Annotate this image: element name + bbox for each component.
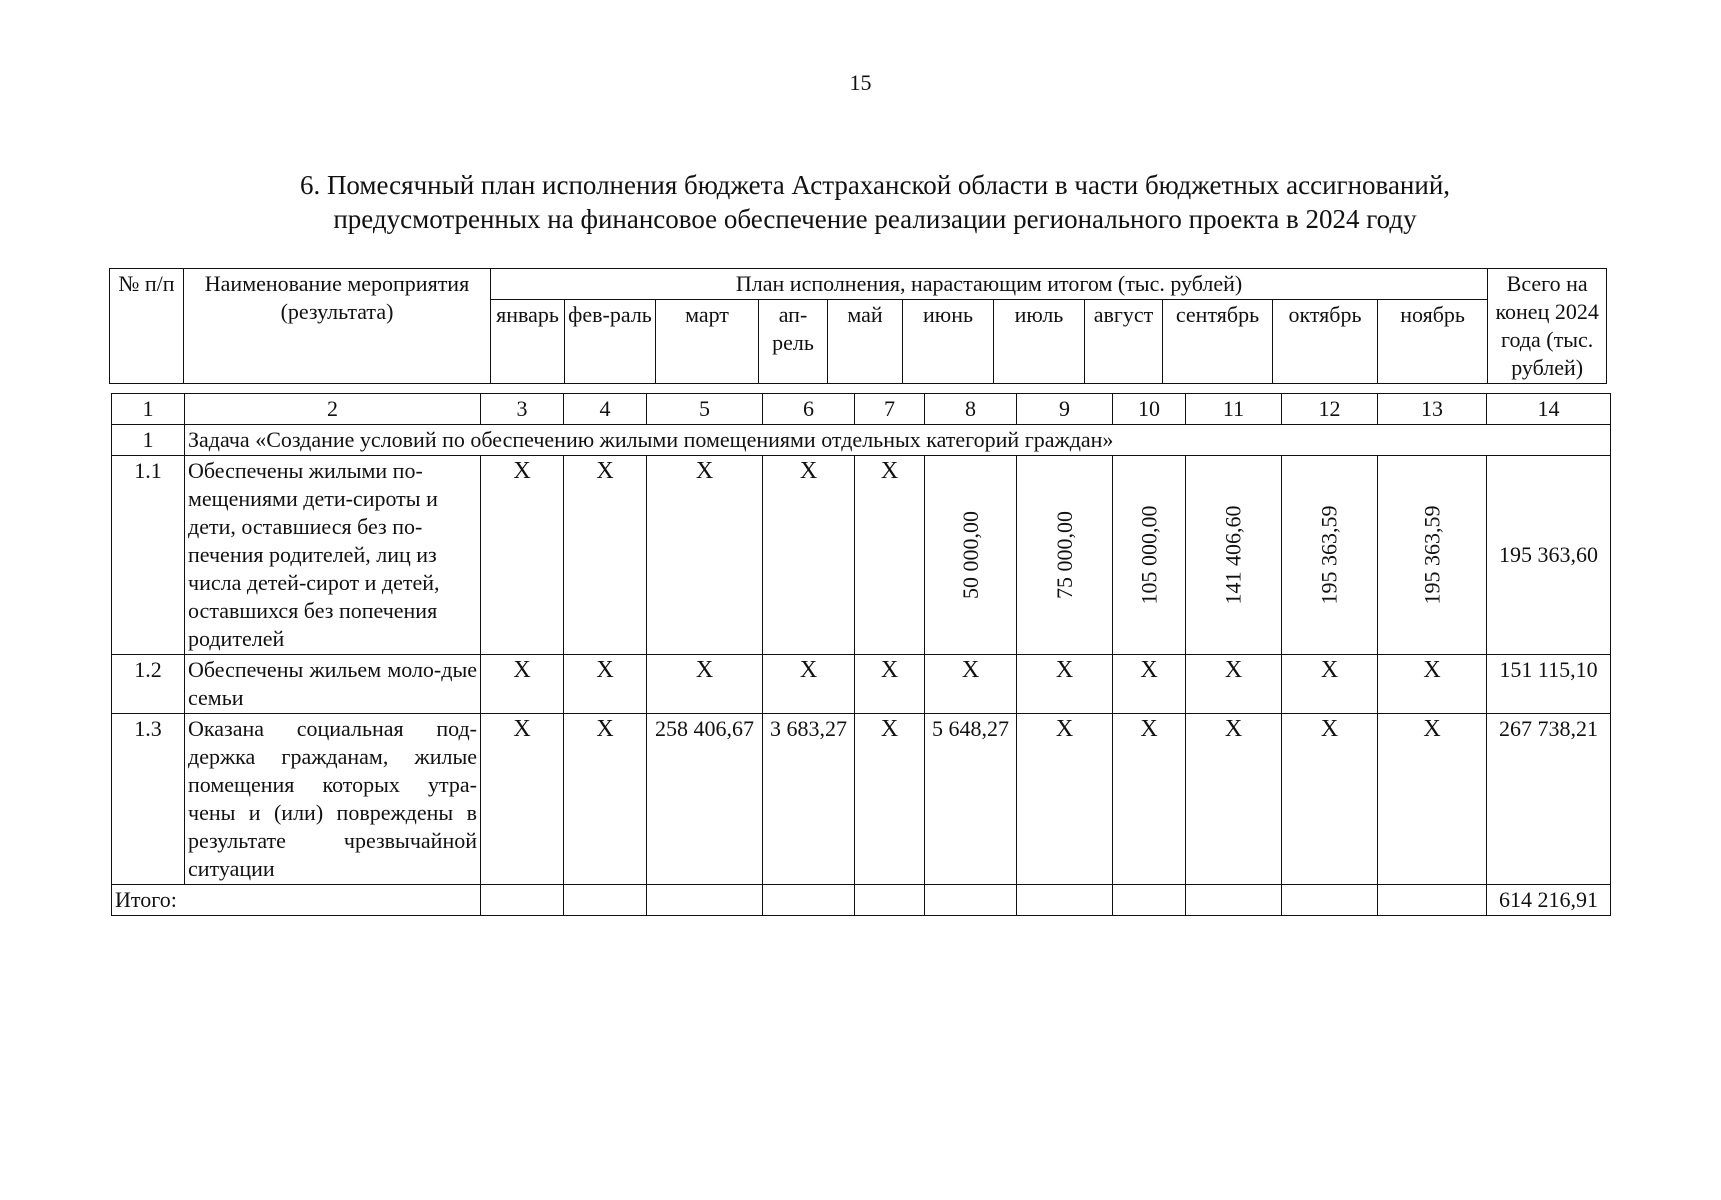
vertical-value: 75 000,00 bbox=[1051, 511, 1077, 599]
column-number: 12 bbox=[1282, 394, 1378, 425]
row-value: 3 683,27 bbox=[763, 714, 855, 885]
task-row bbox=[112, 425, 1611, 456]
row-value: X bbox=[481, 456, 564, 655]
vertical-value: 195 363,59 bbox=[1419, 505, 1444, 605]
row-value: X bbox=[1017, 655, 1113, 714]
header-month: август bbox=[1085, 300, 1163, 384]
row-number: 1.2 bbox=[112, 655, 185, 714]
column-number: 11 bbox=[1186, 394, 1282, 425]
column-number: 8 bbox=[925, 394, 1017, 425]
empty-cell bbox=[564, 885, 647, 916]
row-name: Обеспечены жильем моло-дые семьи bbox=[185, 655, 481, 714]
grand-total: 614 216,91 bbox=[1487, 885, 1611, 916]
column-number: 13 bbox=[1378, 394, 1487, 425]
header-month: сентябрь bbox=[1163, 300, 1273, 384]
row-value: X bbox=[647, 456, 763, 655]
column-number: 9 bbox=[1017, 394, 1113, 425]
header-table bbox=[109, 268, 1607, 384]
row-value-vertical bbox=[925, 456, 1017, 655]
header-month: март bbox=[656, 300, 759, 384]
row-value-vertical bbox=[1282, 456, 1378, 655]
header-num: № п/п bbox=[110, 269, 184, 384]
empty-cell bbox=[1017, 885, 1113, 916]
row-value: X bbox=[564, 456, 647, 655]
empty-cell bbox=[647, 885, 763, 916]
row-value: X bbox=[1186, 655, 1282, 714]
row-value-vertical bbox=[1113, 456, 1186, 655]
row-value: X bbox=[564, 714, 647, 885]
header-month: ноябрь bbox=[1378, 300, 1488, 384]
column-number: 7 bbox=[855, 394, 925, 425]
row-value: X bbox=[1113, 714, 1186, 885]
row-value: X bbox=[855, 714, 925, 885]
row-value: 258 406,67 bbox=[647, 714, 763, 885]
row-name: Обеспечены жилыми по-мещениями дети-сироты и дети, оставшиеся без по-печения родителей, лиц из числа детей-сирот и детей, оставшихся без попечения родителей bbox=[185, 456, 481, 655]
row-value: X bbox=[763, 456, 855, 655]
task-text: Задача «Создание условий по обеспечению жилыми помещениями отдельных категорий граждан» bbox=[185, 425, 1611, 456]
total-row bbox=[112, 885, 1611, 916]
empty-cell bbox=[1378, 885, 1487, 916]
row-value: X bbox=[1113, 655, 1186, 714]
document-title bbox=[150, 168, 1600, 236]
row-value: X bbox=[647, 655, 763, 714]
table-row bbox=[112, 655, 1611, 714]
row-value: X bbox=[564, 655, 647, 714]
column-number: 1 bbox=[112, 394, 185, 425]
column-number: 6 bbox=[763, 394, 855, 425]
empty-cell bbox=[855, 885, 925, 916]
row-total: 151 115,10 bbox=[1487, 655, 1611, 714]
row-value: X bbox=[1017, 714, 1113, 885]
column-number: 2 bbox=[185, 394, 481, 425]
table-row bbox=[112, 456, 1611, 655]
empty-cell bbox=[1282, 885, 1378, 916]
vertical-value: 105 000,00 bbox=[1136, 505, 1161, 605]
task-number: 1 bbox=[112, 425, 185, 456]
row-value: X bbox=[763, 655, 855, 714]
empty-cell bbox=[763, 885, 855, 916]
row-value: X bbox=[855, 655, 925, 714]
header-name: Наименование мероприятия (результата) bbox=[184, 269, 491, 384]
empty-cell bbox=[925, 885, 1017, 916]
row-value: X bbox=[1378, 714, 1487, 885]
header-month: май bbox=[828, 300, 903, 384]
row-value: X bbox=[855, 456, 925, 655]
row-value: X bbox=[1186, 714, 1282, 885]
header-month: июнь bbox=[903, 300, 994, 384]
header-month: фев-раль bbox=[565, 300, 656, 384]
empty-cell bbox=[481, 885, 564, 916]
vertical-value: 141 406,60 bbox=[1220, 505, 1246, 605]
row-value: X bbox=[1282, 714, 1378, 885]
budget-table bbox=[111, 393, 1611, 916]
header-month: январь bbox=[491, 300, 565, 384]
row-name: Оказана социальная под-держка гражданам, жилые помещения которых утра-чены и (или) повреждены в результате чрезвычайной ситуации bbox=[185, 714, 481, 885]
row-value: X bbox=[925, 655, 1017, 714]
row-value: X bbox=[481, 714, 564, 885]
vertical-value: 50 000,00 bbox=[957, 511, 983, 599]
row-value: X bbox=[1282, 655, 1378, 714]
table-row bbox=[112, 714, 1611, 885]
empty-cell bbox=[1186, 885, 1282, 916]
column-numbers-row bbox=[112, 394, 1611, 425]
row-value: X bbox=[1378, 655, 1487, 714]
header-plan: План исполнения, нарастающим итогом (тыс. рублей) bbox=[491, 269, 1488, 300]
total-label: Итого: bbox=[112, 885, 481, 916]
column-number: 5 bbox=[647, 394, 763, 425]
row-total: 267 738,21 bbox=[1487, 714, 1611, 885]
header-month: ап-рель bbox=[759, 300, 828, 384]
row-number: 1.1 bbox=[112, 456, 185, 655]
header-total: Всего на конец 2024 года (тыс. рублей) bbox=[1488, 269, 1607, 384]
header-month: июль bbox=[994, 300, 1085, 384]
row-value: X bbox=[481, 655, 564, 714]
page-number: 15 bbox=[849, 70, 872, 95]
header-month: октябрь bbox=[1273, 300, 1378, 384]
empty-cell bbox=[1113, 885, 1186, 916]
column-number: 14 bbox=[1487, 394, 1611, 425]
title-line-1: 6. Помесячный план исполнения бюджета Астраханской области в части бюджетных ассигнований, bbox=[299, 170, 1451, 200]
row-total: 195 363,60 bbox=[1487, 456, 1611, 655]
column-number: 3 bbox=[481, 394, 564, 425]
vertical-value: 195 363,59 bbox=[1316, 505, 1342, 605]
row-value-vertical bbox=[1378, 456, 1487, 655]
row-value-vertical bbox=[1186, 456, 1282, 655]
column-number: 10 bbox=[1113, 394, 1186, 425]
title-line-2: предусмотренных на финансовое обеспечение реализации регионального проекта в 2024 году bbox=[333, 204, 1417, 234]
row-number: 1.3 bbox=[112, 714, 185, 885]
row-value-vertical bbox=[1017, 456, 1113, 655]
column-number: 4 bbox=[564, 394, 647, 425]
row-value: 5 648,27 bbox=[925, 714, 1017, 885]
